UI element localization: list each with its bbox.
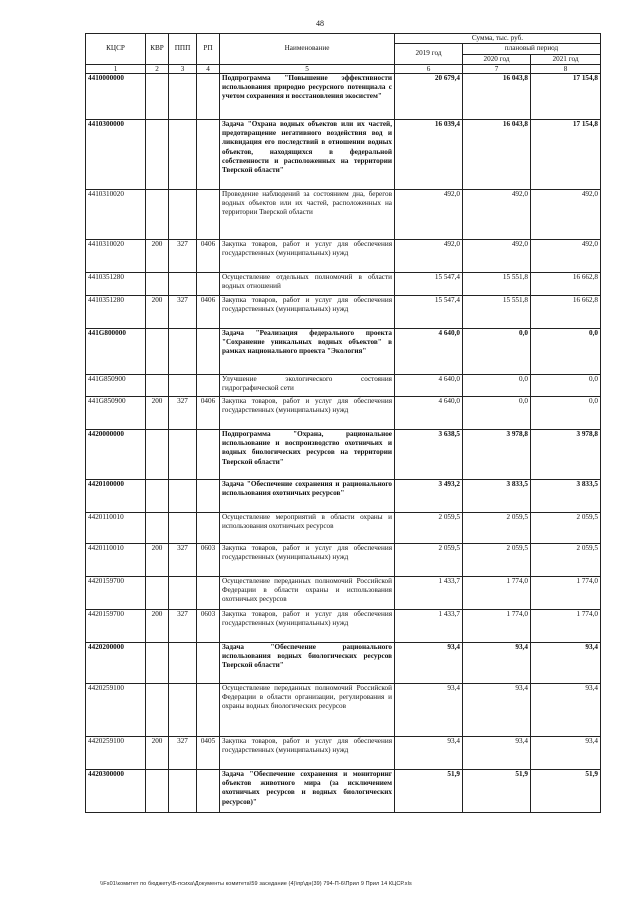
table-row — [86, 429, 601, 479]
amount-2019-cell: 1 433,7 — [395, 576, 463, 609]
table-row — [86, 736, 601, 769]
amount-2021-cell: 0,0 — [531, 396, 601, 429]
table-row — [86, 642, 601, 683]
amount-2020-cell: 1 774,0 — [463, 576, 531, 609]
kvr-cell — [146, 374, 169, 396]
amount-2019-cell: 15 547,4 — [395, 295, 463, 328]
amount-2021-cell: 93,4 — [531, 642, 601, 683]
header-2020: 2020 год — [463, 54, 531, 64]
amount-2019-cell: 16 039,4 — [395, 119, 463, 189]
col-number: 8 — [531, 64, 601, 73]
header-kvr: КВР — [146, 34, 169, 65]
name-cell: Закупка товаров, работ и услуг для обеспечения государственных (муниципальных) нужд — [220, 736, 395, 769]
header-name: Наименование — [220, 34, 395, 65]
amount-2020-cell: 93,4 — [463, 683, 531, 736]
amount-2021-cell: 492,0 — [531, 189, 601, 239]
rp-cell — [197, 119, 220, 189]
amount-2019-cell: 3 638,5 — [395, 429, 463, 479]
rp-cell — [197, 479, 220, 512]
kvr-cell — [146, 576, 169, 609]
ppp-cell: 327 — [169, 295, 197, 328]
name-cell: Задача "Охрана водных объектов или их частей, предотвращение негативного воздействия вод и ликвидация его последствий в отношении водных объектов, находящихся в федеральной собственности и расположенных на территории Тверской области" — [220, 119, 395, 189]
amount-2019-cell: 93,4 — [395, 683, 463, 736]
col-number: 6 — [395, 64, 463, 73]
table-row — [86, 683, 601, 736]
col-number: 1 — [86, 64, 146, 73]
rp-cell: 0406 — [197, 396, 220, 429]
amount-2021-cell: 2 059,5 — [531, 512, 601, 543]
amount-2020-cell: 51,9 — [463, 769, 531, 812]
name-cell: Закупка товаров, работ и услуг для обеспечения государственных (муниципальных) нужд — [220, 239, 395, 272]
rp-cell — [197, 328, 220, 374]
name-cell: Проведение наблюдений за состоянием дна, берегов водных объектов или их частей, расположенных на территории Тверской области — [220, 189, 395, 239]
kvr-cell: 200 — [146, 396, 169, 429]
kcsr-cell: 4420259100 — [86, 736, 146, 769]
col-number: 4 — [197, 64, 220, 73]
kvr-cell — [146, 512, 169, 543]
rp-cell — [197, 73, 220, 119]
kvr-cell: 200 — [146, 239, 169, 272]
kcsr-cell: 441G850900 — [86, 396, 146, 429]
column-numbers-row — [86, 64, 601, 73]
kcsr-cell: 4420300000 — [86, 769, 146, 812]
rp-cell — [197, 374, 220, 396]
kcsr-cell: 4420159700 — [86, 576, 146, 609]
amount-2020-cell: 0,0 — [463, 328, 531, 374]
name-cell: Осуществление переданных полномочий Российской Федерации в области организации, регулирования и охраны водных биологических ресурсов — [220, 683, 395, 736]
amount-2020-cell: 3 978,8 — [463, 429, 531, 479]
table-body — [86, 73, 601, 812]
header-2021: 2021 год — [531, 54, 601, 64]
amount-2020-cell: 16 043,8 — [463, 119, 531, 189]
table-row — [86, 769, 601, 812]
header-plan-period: плановый период — [463, 44, 601, 54]
amount-2021-cell: 93,4 — [531, 736, 601, 769]
amount-2021-cell: 3 978,8 — [531, 429, 601, 479]
kcsr-cell: 4420110010 — [86, 543, 146, 576]
rp-cell: 0405 — [197, 736, 220, 769]
kcsr-cell: 4420000000 — [86, 429, 146, 479]
amount-2019-cell: 51,9 — [395, 769, 463, 812]
name-cell: Осуществление переданных полномочий Российской Федерации в области охраны и использования охотничьих ресурсов — [220, 576, 395, 609]
rp-cell — [197, 642, 220, 683]
rp-cell — [197, 429, 220, 479]
ppp-cell: 327 — [169, 736, 197, 769]
table-row — [86, 119, 601, 189]
amount-2019-cell: 4 640,0 — [395, 328, 463, 374]
name-cell: Осуществление отдельных полномочий в области водных отношений — [220, 272, 395, 295]
ppp-cell — [169, 479, 197, 512]
amount-2021-cell: 0,0 — [531, 374, 601, 396]
rp-cell — [197, 683, 220, 736]
kcsr-cell: 4420100000 — [86, 479, 146, 512]
name-cell: Осуществление мероприятий в области охраны и использования охотничьих ресурсов — [220, 512, 395, 543]
amount-2019-cell: 3 493,2 — [395, 479, 463, 512]
name-cell: Задача "Обеспечение рационального использования водных биологических ресурсов Тверской области" — [220, 642, 395, 683]
amount-2021-cell: 51,9 — [531, 769, 601, 812]
ppp-cell — [169, 272, 197, 295]
ppp-cell: 327 — [169, 396, 197, 429]
ppp-cell — [169, 642, 197, 683]
kvr-cell — [146, 119, 169, 189]
ppp-cell — [169, 119, 197, 189]
header-2019: 2019 год — [395, 44, 463, 65]
kvr-cell — [146, 479, 169, 512]
ppp-cell — [169, 328, 197, 374]
amount-2021-cell: 17 154,8 — [531, 73, 601, 119]
budget-table — [85, 33, 601, 813]
name-cell: Закупка товаров, работ и услуг для обеспечения государственных (муниципальных) нужд — [220, 396, 395, 429]
name-cell: Закупка товаров, работ и услуг для обеспечения государственных (муниципальных) нужд — [220, 295, 395, 328]
kvr-cell: 200 — [146, 736, 169, 769]
kcsr-cell: 441G850900 — [86, 374, 146, 396]
amount-2019-cell: 20 679,4 — [395, 73, 463, 119]
kcsr-cell: 4420259100 — [86, 683, 146, 736]
name-cell: Задача "Обеспечение сохранения и рационального использования охотничьих ресурсов" — [220, 479, 395, 512]
rp-cell — [197, 512, 220, 543]
amount-2020-cell: 2 059,5 — [463, 543, 531, 576]
amount-2020-cell: 492,0 — [463, 239, 531, 272]
name-cell: Задача "Реализация федерального проекта "Сохранение уникальных водных объектов" в рамках национального проекта "Экология" — [220, 328, 395, 374]
amount-2021-cell: 93,4 — [531, 683, 601, 736]
table-row — [86, 512, 601, 543]
col-number: 2 — [146, 64, 169, 73]
kcsr-cell: 4410310020 — [86, 189, 146, 239]
rp-cell — [197, 576, 220, 609]
kvr-cell — [146, 189, 169, 239]
amount-2020-cell: 16 043,8 — [463, 73, 531, 119]
kvr-cell — [146, 73, 169, 119]
amount-2020-cell: 15 551,8 — [463, 295, 531, 328]
ppp-cell: 327 — [169, 239, 197, 272]
ppp-cell — [169, 512, 197, 543]
amount-2019-cell: 2 059,5 — [395, 543, 463, 576]
table-row — [86, 73, 601, 119]
ppp-cell — [169, 769, 197, 812]
amount-2021-cell: 1 774,0 — [531, 609, 601, 642]
amount-2019-cell: 4 640,0 — [395, 374, 463, 396]
amount-2021-cell: 16 662,8 — [531, 295, 601, 328]
table-row — [86, 189, 601, 239]
table-row — [86, 239, 601, 272]
kvr-cell — [146, 642, 169, 683]
rp-cell: 0406 — [197, 239, 220, 272]
ppp-cell — [169, 189, 197, 239]
kvr-cell — [146, 272, 169, 295]
name-cell: Закупка товаров, работ и услуг для обеспечения государственных (муниципальных) нужд — [220, 543, 395, 576]
amount-2021-cell: 0,0 — [531, 328, 601, 374]
amount-2019-cell: 1 433,7 — [395, 609, 463, 642]
amount-2019-cell: 2 059,5 — [395, 512, 463, 543]
rp-cell — [197, 769, 220, 812]
rp-cell — [197, 189, 220, 239]
amount-2020-cell: 3 833,5 — [463, 479, 531, 512]
kcsr-cell: 4410000000 — [86, 73, 146, 119]
name-cell: Закупка товаров, работ и услуг для обеспечения государственных (муниципальных) нужд — [220, 609, 395, 642]
name-cell: Подпрограмма "Повышение эффективности использования природно ресурсного потенциала с учетом сохранения и восстановления экосистем" — [220, 73, 395, 119]
kvr-cell: 200 — [146, 609, 169, 642]
kcsr-cell: 4410351280 — [86, 295, 146, 328]
kvr-cell: 200 — [146, 295, 169, 328]
amount-2021-cell: 16 662,8 — [531, 272, 601, 295]
kcsr-cell: 4420159700 — [86, 609, 146, 642]
rp-cell — [197, 272, 220, 295]
name-cell: Подпрограмма "Охрана, рациональное использование и воспроизводство охотничьих и водных биологических ресурсов на территории Тверской области" — [220, 429, 395, 479]
rp-cell: 0603 — [197, 543, 220, 576]
col-number: 3 — [169, 64, 197, 73]
kvr-cell — [146, 429, 169, 479]
table-row — [86, 295, 601, 328]
table-row — [86, 374, 601, 396]
table-row — [86, 396, 601, 429]
table-row — [86, 609, 601, 642]
col-number: 7 — [463, 64, 531, 73]
amount-2020-cell: 93,4 — [463, 642, 531, 683]
kcsr-cell: 441G800000 — [86, 328, 146, 374]
file-path-footer: \\Fs01\комитет по бюджету\Б-психа\Документы комитета\59 заседание (4)\пр\дн(39) 794-П-6\Прил 9 Прил 14 КЦСР.xls — [100, 881, 412, 887]
kvr-cell — [146, 683, 169, 736]
ppp-cell — [169, 683, 197, 736]
amount-2021-cell: 3 833,5 — [531, 479, 601, 512]
amount-2020-cell: 0,0 — [463, 374, 531, 396]
header-ppp: ППП — [169, 34, 197, 65]
header-kcsr: КЦСР — [86, 34, 146, 65]
amount-2020-cell: 492,0 — [463, 189, 531, 239]
page-number: 48 — [316, 19, 324, 28]
name-cell: Задача "Обеспечение сохранения и мониторинг объектов животного мира (за исключением охотничьих ресурсов и водных биологических ресурсов)" — [220, 769, 395, 812]
amount-2019-cell: 15 547,4 — [395, 272, 463, 295]
ppp-cell: 327 — [169, 543, 197, 576]
amount-2020-cell: 93,4 — [463, 736, 531, 769]
amount-2020-cell: 15 551,8 — [463, 272, 531, 295]
col-number: 5 — [220, 64, 395, 73]
kcsr-cell: 4410351280 — [86, 272, 146, 295]
amount-2019-cell: 4 640,0 — [395, 396, 463, 429]
rp-cell: 0603 — [197, 609, 220, 642]
ppp-cell — [169, 374, 197, 396]
amount-2021-cell: 2 059,5 — [531, 543, 601, 576]
amount-2019-cell: 492,0 — [395, 189, 463, 239]
amount-2019-cell: 93,4 — [395, 736, 463, 769]
header-rp: РП — [197, 34, 220, 65]
table-row — [86, 576, 601, 609]
kvr-cell: 200 — [146, 543, 169, 576]
kcsr-cell: 4420110010 — [86, 512, 146, 543]
amount-2020-cell: 0,0 — [463, 396, 531, 429]
rp-cell: 0406 — [197, 295, 220, 328]
amount-2019-cell: 93,4 — [395, 642, 463, 683]
kcsr-cell: 4410300000 — [86, 119, 146, 189]
table-row — [86, 479, 601, 512]
kcsr-cell: 4420200000 — [86, 642, 146, 683]
amount-2020-cell: 1 774,0 — [463, 609, 531, 642]
kvr-cell — [146, 328, 169, 374]
amount-2021-cell: 492,0 — [531, 239, 601, 272]
table-row — [86, 328, 601, 374]
amount-2020-cell: 2 059,5 — [463, 512, 531, 543]
amount-2021-cell: 17 154,8 — [531, 119, 601, 189]
table-row — [86, 543, 601, 576]
ppp-cell — [169, 429, 197, 479]
name-cell: Улучшение экологического состояния гидрографической сети — [220, 374, 395, 396]
table-row — [86, 272, 601, 295]
amount-2021-cell: 1 774,0 — [531, 576, 601, 609]
amount-2019-cell: 492,0 — [395, 239, 463, 272]
ppp-cell: 327 — [169, 609, 197, 642]
ppp-cell — [169, 73, 197, 119]
ppp-cell — [169, 576, 197, 609]
header-sum-title: Сумма, тыс. руб. — [395, 34, 601, 44]
kcsr-cell: 4410310020 — [86, 239, 146, 272]
kvr-cell — [146, 769, 169, 812]
